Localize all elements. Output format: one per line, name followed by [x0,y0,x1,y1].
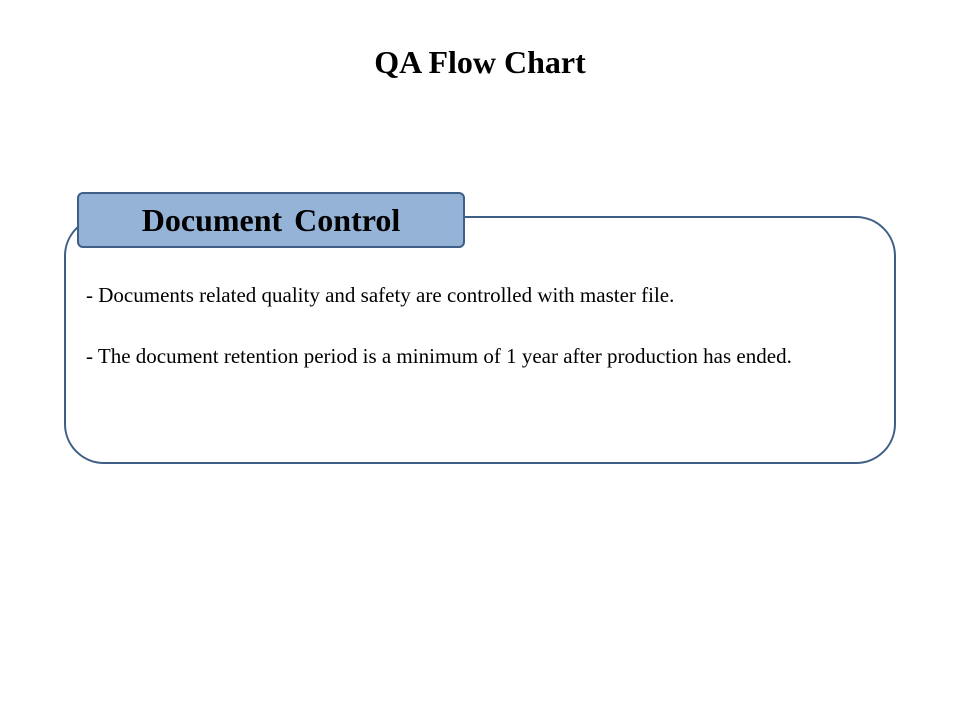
section-heading-tab: Document Control [77,192,465,248]
bullet-list [86,280,876,372]
bullet-item-retention-period: - The document retention period is a minimum of 1 year after production has ended. [86,344,792,368]
slide-title: QA Flow Chart [374,44,586,80]
bullet-item-master-file: - Documents related quality and safety are controlled with master file. [86,283,675,307]
